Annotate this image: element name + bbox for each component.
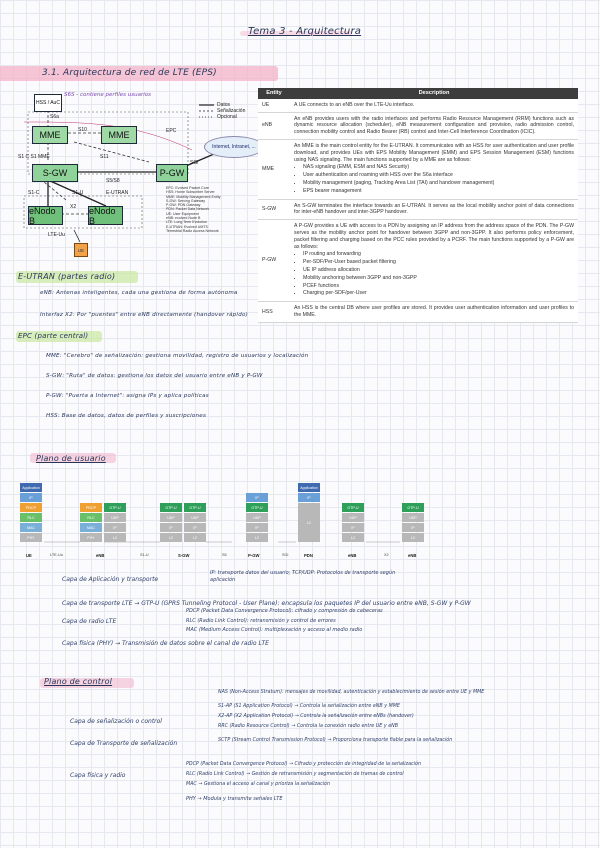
label-s10: S10 — [78, 127, 87, 133]
node-enb: eNB — [96, 553, 105, 558]
note-mme: MME: "Cerebro" de señalización: gestiona movilidad, registro de usuarios y localización — [46, 353, 309, 359]
note-s1ap: S1-AP (S1 Application Protocol) → Controla la señalización entre eNB y MME — [218, 704, 400, 709]
note-mac-control: MAC → Gestiona el acceso al canal y prioriza la señalización — [186, 782, 331, 787]
note-physical-layer: Capa física y radio — [70, 772, 126, 779]
page-title: Tema 3 - Arquitectura — [248, 26, 362, 37]
note-hss: HSS: Base de datos, datos de perfiles y suscripciones — [46, 413, 207, 419]
label-s5s8: S5/S8 — [106, 178, 120, 184]
label-x2: X2 — [70, 204, 77, 210]
mme-box-1: MME — [32, 126, 68, 144]
iface-x2: X2 — [384, 553, 389, 557]
desc-sgw: An S-GW terminates the interface towards an E-UTRAN. It serves as the local mobility anchor point of data connections for inter-eNB handover and inter-3GPP handover. — [290, 199, 578, 220]
desc-ue: A UE connects to an eNB over the LTE-Uu interface. — [290, 99, 578, 112]
table-row — [258, 220, 578, 302]
note-phy-control: PHY → Modula y transmite señales LTE — [186, 796, 283, 802]
table-row — [258, 302, 578, 323]
note-eutran: E-UTRAN (partes radio) — [18, 272, 116, 281]
label-s1c: S1-C — [28, 190, 40, 196]
node-pdn: PDN — [304, 553, 313, 558]
desc-mme: An MME is the main control entity for the E-UTRAN. It communicates with an HSS for user authentication and user profile download, and provides UEs with EPS Mobility Management (EMM) and EPS Session Management (ESM) functions using NAS signaling. The main functions supported by a MME are as follows: • NAS signaling (EMM, ESM and NAS Security) • User authentication and roaming with HSS over the S6a interface • Mobility management (paging, Tracking Area List (TAI) and handover management) • EPS bearer management — [290, 139, 578, 199]
note-nas: NAS (Non-Access Stratum): mensajes de movilidad, autenticación y establecimiento de sesión entre UE y MME — [218, 690, 485, 695]
note-rlc: RLC (Radio Link Control): retransmisión y control de errores — [186, 618, 336, 624]
entity-pgw: P-GW — [258, 220, 290, 302]
node-sgw: S-GW — [178, 553, 190, 558]
note-rlc-control: RLC (Radio Link Control) → Gestión de retransmisión y segmentación de tramas de control — [186, 772, 404, 777]
note-transport-layer: Capa de transporte LTE → GTP-U (GPRS Tunneling Protocol - User Plane): encapsula los paquetes IP del usuario entre eNB, S-GW y P-GW — [62, 600, 471, 607]
table-row — [258, 112, 578, 139]
node-ue: UE — [26, 553, 32, 558]
note-phy: Capa física (PHY) → Transmisión de datos sobre el canal de radio LTE — [62, 640, 269, 647]
note-pgw: P-GW: "Puerta a Internet": asigna IPs y aplica políticas — [46, 393, 209, 399]
entity-table — [258, 88, 578, 323]
enb-box-2: eNodo B — [88, 206, 123, 225]
iface-s1u: S1-U — [140, 553, 149, 557]
label-s6a: S6a — [50, 114, 59, 120]
label-s1u: S1-U — [72, 190, 84, 196]
note-pdcp-control: PDCP (Packet Data Convergence Protocol) → Cifrado y protección de integridad de la señalización — [186, 762, 421, 767]
desc-pgw: A P-GW provides a UE with access to a PDN by assigning an IP address from the address space of the PDN. The P-GW serves as the mobility anchor point for handover between 3GPP and non-3GPP. It also performs policy enforcement, packet filtering and charging based on the PCC rules provided by a PCRF. The main functions supported by a P-GW are as follows: • IP routing and forwarding • Per-SDF/Per-User based packet filtering • UE IP address allocation • Mobility anchoring between 3GPP and non-3GPP • PCEF functions • Charging per-SDF/per-User — [290, 220, 578, 302]
table-row — [258, 99, 578, 112]
mme-box-2: MME — [101, 126, 137, 144]
note-ip-tcp: IP: transporta datos del usuario; TCP/UDP: Protocolos de transporte según aplicación — [210, 570, 396, 583]
entity-mme: MME — [258, 139, 290, 199]
desc-hss: An HSS is the central DB where user profiles are stored. It provides user authentication information and user profiles to the MME. — [290, 302, 578, 323]
legend-optional: Opcional — [217, 114, 237, 120]
pgw-box: P-GW — [156, 164, 188, 182]
iface-sgi: SGi — [282, 553, 289, 557]
hss-note: S6S - contiene perfiles usuarios — [64, 92, 151, 98]
eps-architecture-diagram — [14, 90, 264, 260]
label-lte-uu: LTE-Uu — [48, 232, 65, 238]
label-epc: EPC — [166, 128, 177, 134]
note-epc: EPC (parte central) — [18, 332, 89, 340]
entity-hss: HSS — [258, 302, 290, 323]
legend-data: Datos — [217, 102, 231, 108]
section-heading-architecture: 3.1. Arquitectura de red de LTE (EPS) — [42, 68, 217, 78]
node-enb-x2-a: eNB — [348, 553, 357, 558]
entity-ue: UE — [258, 99, 290, 112]
note-sgw: S-GW: "Ruta" de datos: gestiona los datos del usuario entre eNB y P-GW — [46, 373, 263, 379]
internet-cloud: Internet, Intranet, ... — [204, 136, 264, 158]
table-row — [258, 199, 578, 220]
label-s1mme: S1 C S1 MME — [18, 154, 50, 160]
note-mac: MAC (Medium Access Control): multiplexación y acceso al medio radio — [186, 627, 363, 633]
note-rrc: RRC (Radio Resource Control) → Controla la conexión radio entre UE y eNB — [218, 724, 399, 729]
note-app-layer: Capa de Aplicación y transporte — [62, 576, 159, 583]
iface-s5: S5 — [222, 553, 227, 557]
note-enb: eNB: Antenas inteligentes, cada una gestiona de forma autónoma — [40, 290, 238, 296]
node-enb-x2-b: eNB — [408, 553, 417, 558]
section-heading-control-plane: Plano de control — [44, 677, 113, 686]
note-x2: Interfaz X2: Por "puentes" entre eNB directamente (handover rápido) — [40, 312, 248, 318]
note-x2ap: X2-AP (X2 Application Protocol) → Controla la señalización entre eNBs (handover) — [218, 714, 414, 719]
ue-device: UE — [74, 243, 88, 257]
iface-lte-uu: LTE-Uu — [50, 553, 63, 557]
label-s11: S11 — [100, 154, 109, 160]
sgw-box: S-GW — [32, 164, 78, 182]
note-signaling-transport: Capa de Transporte de señalización — [70, 740, 178, 747]
entity-sgw: S-GW — [258, 199, 290, 220]
legend-signaling: Señalización — [217, 108, 246, 114]
entity-enb: eNB — [258, 112, 290, 139]
table-header-description: Description — [290, 88, 578, 99]
label-sgi: SGi — [190, 160, 199, 166]
enb-box-1: eNodo B — [28, 206, 63, 225]
note-radio-layer: Capa de radio LTE — [62, 618, 117, 625]
abbreviation-legend: EPC: Evolved Packet Core HSS: Home Subscriber Server MME: Mobility Management Entity S-GW: Serving Gateway P-GW: PDN Gateway PDN: Packet Data Network UE: User Equipment eNB: evolved Node B LTE: Long Term Evolution E-UTRAN: Evolved UMTS Terrestrial Radio Access Network — [166, 186, 221, 233]
table-row — [258, 139, 578, 199]
table-header-entity: Entity — [258, 88, 290, 99]
note-sctp: SCTP (Stream Control Transmission Protocol) → Proporciona transporte fiable para la señalización — [218, 738, 453, 743]
label-eutran: E-UTRAN — [106, 190, 129, 196]
section-heading-user-plane: Plano de usuario — [36, 454, 106, 463]
note-signaling-layer: Capa de señalización o control — [70, 718, 162, 725]
desc-enb: An eNB provides users with the radio interfaces and performs Radio Resource Management (RRM) functions such as dynamic resource allocation (scheduler), eNB measurement configuration and provision, radio admission control, connection mobility control and Radio Bearer (RB) control and Inter-Cell Interference Coordination (ICIC). — [290, 112, 578, 139]
node-pgw: P-GW — [248, 553, 260, 558]
hss-box: HSS / AuC — [34, 94, 62, 112]
note-pdcp: PDCP (Packet Data Convergence Protocol): cifrado y compresión de cabeceras — [186, 608, 383, 614]
